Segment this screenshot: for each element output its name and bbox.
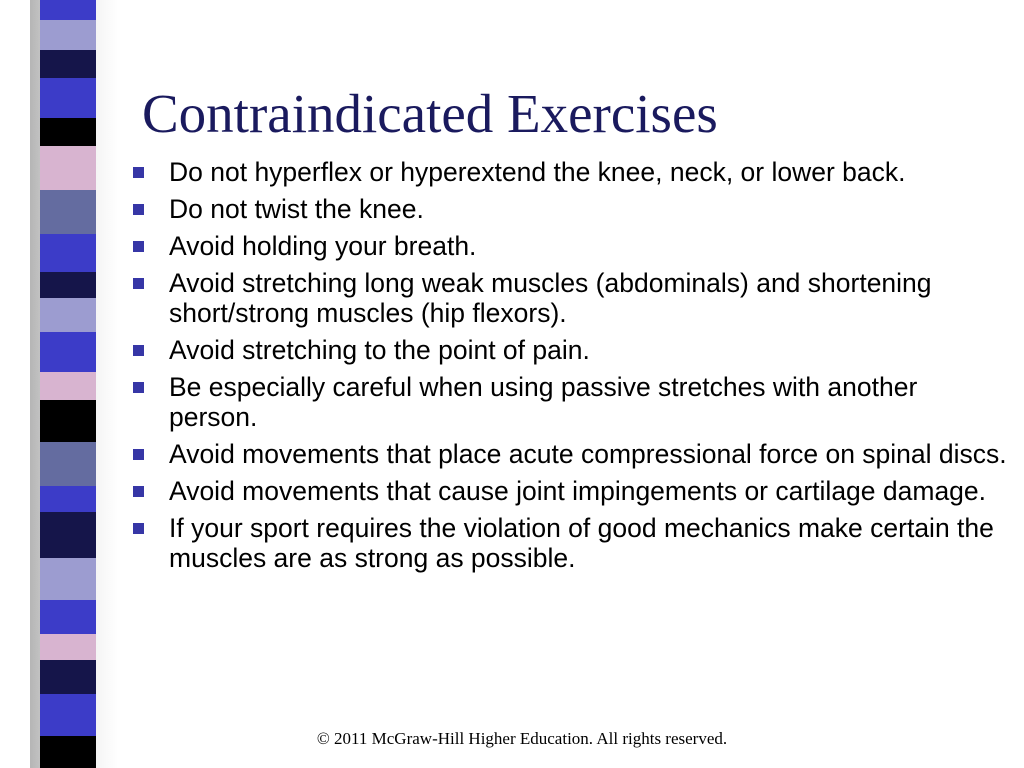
bar-segment — [40, 634, 96, 660]
bullet-text: Avoid stretching to the point of pain. — [169, 335, 590, 365]
bar-segment — [40, 400, 96, 442]
square-bullet-icon — [133, 449, 144, 460]
bar-segment — [40, 486, 96, 512]
bar-segment — [40, 190, 96, 234]
bullet-item — [130, 231, 1010, 261]
copyright-footer: © 2011 McGraw-Hill Higher Education. All rights reserved. — [316, 729, 728, 748]
bar-segment — [40, 20, 96, 50]
bar-segment — [40, 660, 96, 694]
bullet-text: Do not hyperflex or hyperextend the knee, neck, or lower back. — [169, 157, 906, 187]
bar-segment — [40, 600, 96, 634]
bar-segment — [40, 272, 96, 298]
bar-segment — [40, 332, 96, 372]
bullet-text: Avoid stretching long weak muscles (abdominals) and shortening short/strong muscles (hip flexors). — [169, 268, 932, 328]
bullet-item — [130, 335, 1010, 365]
bullet-item — [130, 513, 1010, 573]
square-bullet-icon — [133, 523, 144, 534]
bullet-text: Do not twist the knee. — [169, 194, 424, 224]
bar-segment — [40, 298, 96, 332]
bar-segment — [40, 558, 96, 600]
bar-segment — [40, 442, 96, 486]
bar-segment — [40, 78, 96, 118]
bullet-text: Avoid movements that place acute compressional force on spinal discs. — [169, 439, 1007, 469]
bullet-text: Avoid holding your breath. — [169, 231, 477, 261]
decorative-side-bar — [0, 0, 100, 768]
square-bullet-icon — [133, 278, 144, 289]
bullet-text: Avoid movements that cause joint impingements or cartilage damage. — [169, 476, 987, 506]
bullet-item — [130, 268, 1010, 328]
bullet-list — [130, 157, 1010, 580]
square-bullet-icon — [133, 167, 144, 178]
square-bullet-icon — [133, 486, 144, 497]
bar-segment — [40, 372, 96, 400]
bullet-text: Be especially careful when using passive stretches with another person. — [169, 372, 918, 432]
square-bullet-icon — [133, 204, 144, 215]
bar-segment — [40, 50, 96, 78]
bar-segment — [40, 234, 96, 272]
bullet-item — [130, 194, 1010, 224]
slide-title: Contraindicated Exercises — [142, 83, 718, 144]
bullet-item — [130, 157, 1010, 187]
bullet-item — [130, 476, 1010, 506]
square-bullet-icon — [133, 382, 144, 393]
bar-segment — [40, 512, 96, 558]
bullet-text: If your sport requires the violation of good mechanics make certain the muscles are as strong as possible. — [169, 513, 994, 573]
bar-segment — [40, 0, 96, 20]
bullet-item — [130, 372, 1010, 432]
square-bullet-icon — [133, 345, 144, 356]
bar-segment — [40, 146, 96, 190]
bar-segment — [40, 118, 96, 146]
bullet-item — [130, 439, 1010, 469]
square-bullet-icon — [133, 241, 144, 252]
